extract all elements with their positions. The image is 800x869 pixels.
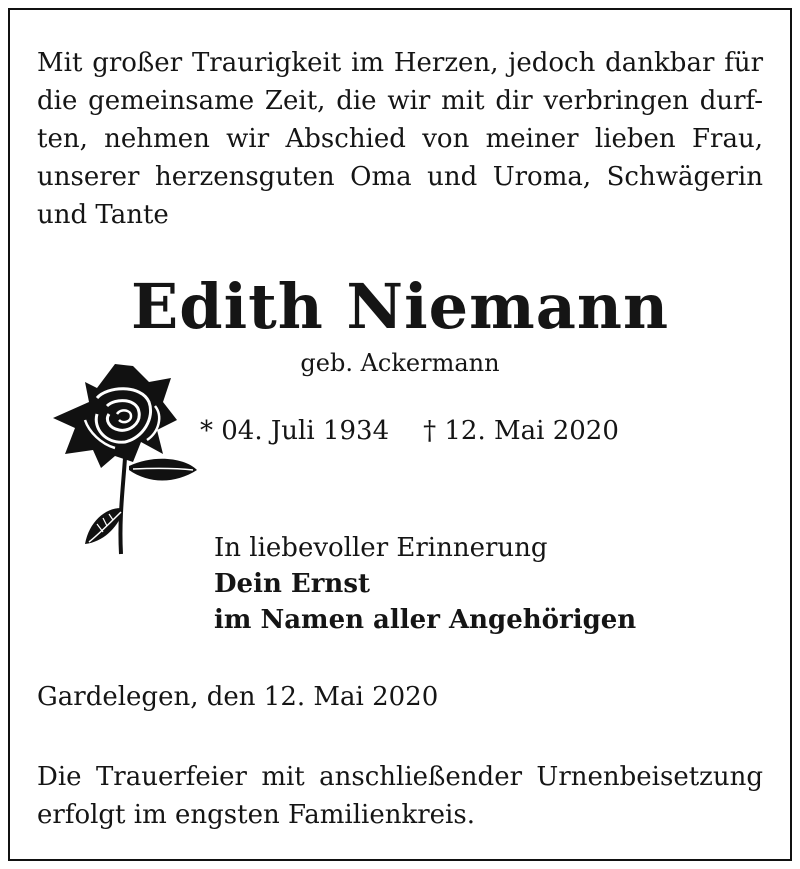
ceremony-line: erfolgt im engsten Familienkreis. — [37, 800, 475, 830]
death-date: † 12. Mai 2020 — [423, 416, 619, 446]
obituary-notice — [8, 8, 792, 861]
birth-date: * 04. Juli 1934 — [200, 416, 390, 446]
intro-line: die gemeinsame Zeit, die wir mit dir verbringen durf- — [37, 86, 763, 116]
ceremony-line: Die Trauerfeier mit anschließender Urnenbeisetzung — [37, 762, 763, 792]
intro-text — [37, 44, 763, 234]
signer-relation: im Namen aller Angehörigen — [214, 605, 637, 635]
deceased-name: Edith Niemann — [130, 270, 670, 343]
signer-name: Dein Ernst — [214, 569, 370, 599]
intro-line: unserer herzensguten Oma und Uroma, Schwägerin — [37, 162, 763, 192]
place-date: Gardelegen, den 12. Mai 2020 — [37, 682, 439, 712]
life-dates — [200, 415, 619, 447]
birth-name: geb. Ackermann — [300, 349, 500, 377]
intro-line: und Tante — [37, 200, 169, 230]
ceremony-note — [37, 758, 763, 834]
closing-line: In liebevoller Erinnerung — [214, 533, 548, 563]
intro-line: Mit großer Traurigkeit im Herzen, jedoch dankbar für — [37, 48, 763, 78]
intro-line: ten, nehmen wir Abschied von meiner lieben Frau, — [37, 124, 763, 154]
rose-icon — [45, 358, 205, 558]
closing-signature — [214, 530, 636, 638]
